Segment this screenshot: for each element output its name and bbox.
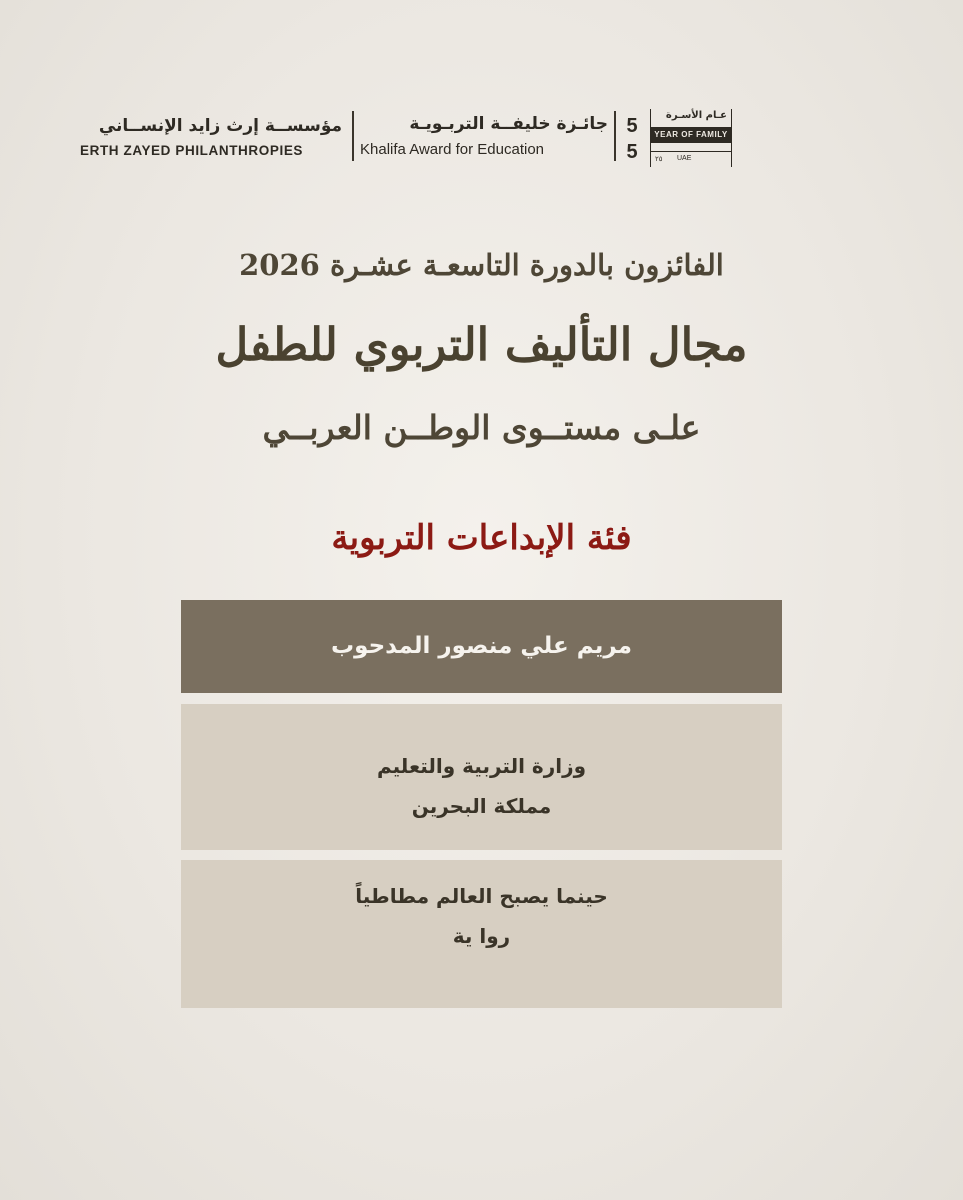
erth-zayed-english: ERTH ZAYED PHILANTHROPIES bbox=[80, 143, 304, 158]
edition-heading: الفائزون بالدورة التاسعـة عشـرة 2026 bbox=[239, 248, 724, 282]
work-box bbox=[181, 860, 782, 1008]
erth-zayed-logo bbox=[80, 115, 342, 158]
logo-bar bbox=[0, 105, 963, 167]
khalifa-award-arabic: جائـزة خليفــة التربـويـة bbox=[409, 114, 608, 134]
yof-digit-top: 5 bbox=[626, 115, 638, 137]
erth-zayed-arabic: مؤسســة إرث زايد الإنســاني bbox=[98, 116, 342, 136]
organization-ministry: وزارة التربية والتعليم bbox=[376, 754, 587, 778]
field-title: مجال التأليف التربوي للطفل bbox=[215, 318, 748, 371]
organization-box bbox=[181, 704, 782, 850]
winner-name-box bbox=[181, 600, 782, 693]
year-of-family-logo bbox=[622, 109, 734, 167]
yof-frame bbox=[650, 109, 732, 167]
yof-foot-left: ۲٥ bbox=[655, 156, 663, 163]
scope-subtitle: علـى مستــوى الوطــن العربــي bbox=[262, 408, 701, 447]
khalifa-award-logo bbox=[360, 113, 608, 158]
category-title: فئة الإبداعات التربوية bbox=[331, 518, 632, 558]
logo-divider bbox=[352, 111, 354, 161]
khalifa-award-english: Khalifa Award for Education bbox=[360, 141, 545, 158]
work-type: روا ية bbox=[452, 924, 511, 948]
yof-digit-bottom: 5 bbox=[626, 141, 638, 163]
yof-arabic: عـام الأسـرة bbox=[665, 110, 727, 121]
organization-country: مملكة البحرين bbox=[411, 794, 552, 818]
winner-name: مريم علي منصور المدحوب bbox=[331, 633, 632, 659]
work-title: حينما يصبح العالم مطاطياً bbox=[355, 884, 608, 908]
yof-rule bbox=[651, 151, 731, 152]
logo-divider bbox=[614, 111, 616, 161]
yof-english: YEAR OF FAMILY bbox=[651, 127, 731, 143]
yof-foot-right: UAE bbox=[677, 155, 692, 162]
